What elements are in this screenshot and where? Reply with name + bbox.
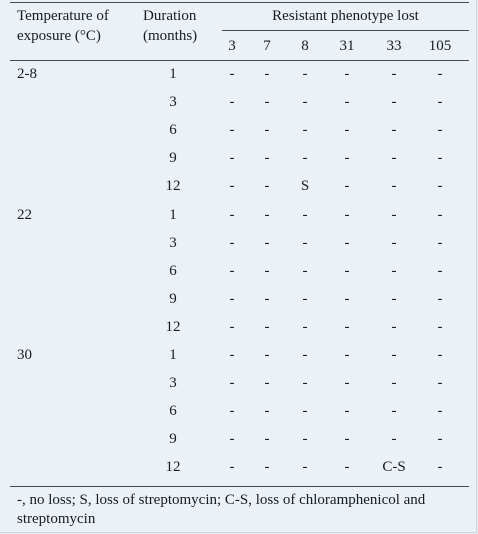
column-header-7: 7 [263, 38, 271, 54]
result-cell: - [264, 262, 270, 279]
result-cell: - [391, 290, 397, 307]
result-cell: - [344, 150, 350, 167]
temperature-header [17, 6, 109, 46]
result-cell: - [229, 459, 235, 476]
result-cell: - [437, 66, 443, 82]
result-cell: - [391, 234, 397, 251]
result-cell: - [437, 431, 443, 448]
result-cell: - [229, 206, 235, 223]
result-cell: - [391, 94, 397, 111]
result-cell: - [344, 375, 350, 392]
result-cell: - [437, 206, 443, 223]
result-cell: - [264, 122, 270, 139]
result-cell: - [302, 206, 308, 223]
result-cell: - [264, 178, 270, 195]
header-rule [10, 60, 469, 61]
result-cell: - [437, 234, 443, 251]
duration-cell: 6 [169, 262, 177, 279]
duration-cell: 6 [169, 122, 177, 139]
result-cell: - [344, 318, 350, 335]
result-cell: - [437, 122, 443, 139]
result-cell: - [302, 150, 308, 167]
result-cell: - [344, 66, 350, 82]
result-cell: - [229, 234, 235, 251]
result-cell: - [391, 375, 397, 392]
temperature-header-line1: Temperature of [17, 8, 109, 24]
footnote: -, no loss; S, loss of streptomycin; C-S, loss of chloramphenicol and streptomycin [17, 492, 426, 527]
result-cell: - [391, 206, 397, 223]
result-cell: - [344, 122, 350, 139]
temperature-cell: 30 [17, 347, 32, 363]
duration-header-line2: (months) [143, 28, 198, 44]
duration-cell: 9 [169, 290, 177, 307]
result-cell: - [229, 290, 235, 307]
result-cell: - [437, 262, 443, 279]
result-cell: - [437, 318, 443, 335]
result-cell: - [229, 94, 235, 111]
result-cell: - [264, 150, 270, 167]
result-cell: - [264, 66, 270, 82]
column-header-31: 31 [339, 38, 355, 54]
result-cell: - [391, 122, 397, 139]
duration-cell: 1 [169, 66, 177, 82]
result-cell: - [344, 431, 350, 448]
duration-cell: 3 [169, 234, 177, 251]
result-cell: - [437, 150, 443, 167]
result-cell: - [264, 431, 270, 448]
result-cell: - [302, 431, 308, 448]
result-cell: - [264, 290, 270, 307]
duration-cell: 6 [169, 403, 177, 420]
result-cell: - [229, 375, 235, 392]
result-cell: - [344, 459, 350, 476]
bottom-rule [10, 486, 469, 487]
result-cell: - [344, 234, 350, 251]
result-cell: - [391, 178, 397, 195]
duration-cell: 9 [169, 150, 177, 167]
result-cell: - [264, 318, 270, 335]
result-cell: - [229, 262, 235, 279]
result-cell: - [302, 94, 308, 111]
group-title-rule [222, 30, 469, 31]
result-cell: - [264, 94, 270, 111]
result-cell: - [229, 403, 235, 420]
column-header-8: 8 [301, 38, 309, 54]
result-cell: - [391, 66, 397, 82]
result-cell: - [264, 403, 270, 420]
duration-header [143, 6, 197, 46]
result-cell: - [302, 262, 308, 279]
result-cell: - [344, 206, 350, 223]
result-cell: - [391, 347, 397, 363]
result-cell: - [302, 122, 308, 139]
result-cell: - [437, 375, 443, 392]
result-cell: - [437, 178, 443, 195]
result-cell: - [229, 347, 235, 363]
result-cell: - [391, 318, 397, 335]
result-cell: - [437, 459, 443, 476]
column-header-105: 105 [428, 38, 452, 54]
result-cell: - [264, 347, 270, 363]
result-cell: - [302, 375, 308, 392]
result-cell: - [229, 431, 235, 448]
result-cell: - [391, 403, 397, 420]
result-cell: C-S [382, 459, 406, 476]
result-cell: - [264, 206, 270, 223]
result-cell: - [391, 431, 397, 448]
result-cell: - [264, 234, 270, 251]
result-cell: - [344, 178, 350, 195]
temperature-cell: 22 [17, 206, 32, 223]
result-cell: - [437, 403, 443, 420]
result-cell: - [344, 347, 350, 363]
result-cell: - [229, 150, 235, 167]
duration-cell: 9 [169, 431, 177, 448]
result-cell: - [344, 262, 350, 279]
duration-cell: 12 [165, 318, 181, 335]
result-cell: - [302, 403, 308, 420]
temperature-header-line2: exposure (°C) [17, 28, 101, 44]
result-cell: - [264, 459, 270, 476]
column-header-3: 3 [228, 38, 236, 54]
result-cell: - [302, 459, 308, 476]
result-cell: - [302, 290, 308, 307]
result-cell: - [302, 347, 308, 363]
result-cell: - [302, 318, 308, 335]
result-cell: - [302, 66, 308, 82]
result-cell: - [391, 150, 397, 167]
result-cell: - [229, 66, 235, 82]
result-cell: - [391, 262, 397, 279]
result-cell: - [437, 94, 443, 111]
result-cell: - [437, 290, 443, 307]
result-cell: - [229, 122, 235, 139]
result-cell: - [437, 347, 443, 363]
result-cell: - [302, 234, 308, 251]
result-cell: - [229, 318, 235, 335]
group-title: Resistant phenotype lost [272, 8, 419, 24]
duration-cell: 12 [165, 459, 181, 476]
result-cell: S [300, 178, 310, 195]
temperature-cell: 2-8 [17, 66, 37, 82]
column-header-33: 33 [386, 38, 402, 54]
result-cell: - [344, 94, 350, 111]
result-cell: - [229, 178, 235, 195]
top-rule [10, 2, 469, 3]
result-cell: - [344, 403, 350, 420]
duration-cell: 1 [169, 206, 177, 223]
duration-cell: 12 [165, 178, 181, 195]
duration-cell: 1 [169, 347, 177, 363]
result-cell: - [344, 290, 350, 307]
result-cell: - [264, 375, 270, 392]
duration-cell: 3 [169, 94, 177, 111]
duration-cell: 3 [169, 375, 177, 392]
duration-header-line1: Duration [143, 8, 197, 24]
